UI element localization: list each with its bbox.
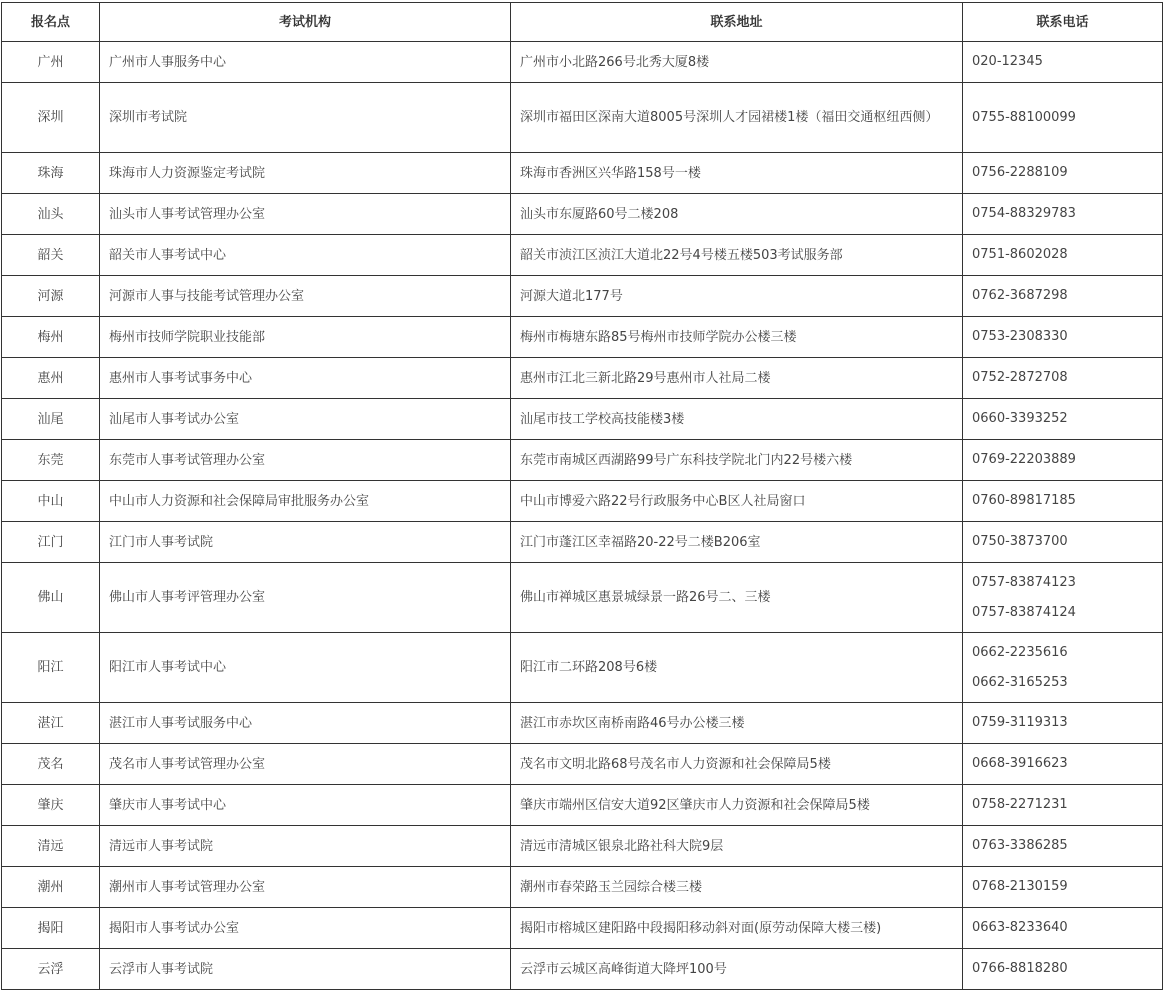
table-row [2, 826, 1163, 867]
phone-number: 0662-2235616 [972, 644, 1068, 660]
city-cell: 阳江 [2, 633, 100, 703]
address-cell: 汕尾市技工学校高技能楼3楼 [511, 399, 963, 440]
table-row [2, 440, 1163, 481]
address-cell: 深圳市福田区深南大道8005号深圳人才园裙楼1楼（福田交通枢纽西侧） [511, 83, 963, 153]
city-cell: 揭阳 [2, 908, 100, 949]
phone-cell [963, 826, 1163, 867]
phone-cell [963, 235, 1163, 276]
table-row [2, 399, 1163, 440]
phone-cell [963, 440, 1163, 481]
phone-cell [963, 563, 1163, 633]
city-cell: 东莞 [2, 440, 100, 481]
phone-cell [963, 703, 1163, 744]
phone-cell [963, 358, 1163, 399]
city-cell: 肇庆 [2, 785, 100, 826]
phone-number: 0757-83874123 [972, 574, 1076, 590]
city-cell: 中山 [2, 481, 100, 522]
header-row [2, 3, 1163, 42]
table-row [2, 42, 1163, 83]
address-cell: 东莞市南城区西湖路99号广东科技学院北门内22号楼六楼 [511, 440, 963, 481]
org-cell: 中山市人力资源和社会保障局审批服务办公室 [100, 481, 511, 522]
phone-number: 0753-2308330 [972, 329, 1068, 344]
org-cell: 茂名市人事考试管理办公室 [100, 744, 511, 785]
org-cell: 河源市人事与技能考试管理办公室 [100, 276, 511, 317]
phone-number: 0760-89817185 [972, 493, 1076, 508]
phone-cell [963, 522, 1163, 563]
phone-number: 0766-8818280 [972, 961, 1068, 976]
org-cell: 揭阳市人事考试办公室 [100, 908, 511, 949]
phone-cell [963, 949, 1163, 990]
phone-number: 0758-2271231 [972, 797, 1068, 812]
city-cell: 湛江 [2, 703, 100, 744]
header-org: 考试机构 [100, 3, 511, 42]
phone-cell [963, 194, 1163, 235]
table-row [2, 153, 1163, 194]
exam-sites-table [1, 2, 1163, 990]
phone-number: 0768-2130159 [972, 879, 1068, 894]
phone-number: 0755-88100099 [972, 109, 1076, 125]
address-cell: 珠海市香洲区兴华路158号一楼 [511, 153, 963, 194]
phone-number: 0756-2288109 [972, 165, 1068, 180]
city-cell: 深圳 [2, 83, 100, 153]
phone-number: 0762-3687298 [972, 288, 1068, 303]
phone-cell [963, 481, 1163, 522]
address-cell: 梅州市梅塘东路85号梅州市技师学院办公楼三楼 [511, 317, 963, 358]
phone-cell [963, 42, 1163, 83]
table-row [2, 194, 1163, 235]
city-cell: 茂名 [2, 744, 100, 785]
table-body [2, 42, 1163, 990]
phone-cell [963, 785, 1163, 826]
city-cell: 潮州 [2, 867, 100, 908]
org-cell: 潮州市人事考试管理办公室 [100, 867, 511, 908]
phone-number: 020-12345 [972, 54, 1043, 69]
org-cell: 深圳市考试院 [100, 83, 511, 153]
address-cell: 清远市清城区银泉北路社科大院9层 [511, 826, 963, 867]
city-cell: 汕头 [2, 194, 100, 235]
org-cell: 东莞市人事考试管理办公室 [100, 440, 511, 481]
table-row [2, 744, 1163, 785]
table-row [2, 785, 1163, 826]
address-cell: 河源大道北177号 [511, 276, 963, 317]
org-cell: 惠州市人事考试事务中心 [100, 358, 511, 399]
table-row [2, 481, 1163, 522]
table-row [2, 949, 1163, 990]
phone-number: 0763-3386285 [972, 838, 1068, 853]
address-cell: 阳江市二环路208号6楼 [511, 633, 963, 703]
phone-cell [963, 867, 1163, 908]
table-row [2, 317, 1163, 358]
table-row [2, 563, 1163, 633]
address-cell: 湛江市赤坎区南桥南路46号办公楼三楼 [511, 703, 963, 744]
header-phone: 联系电话 [963, 3, 1163, 42]
table-row [2, 703, 1163, 744]
address-cell: 中山市博爱六路22号行政服务中心B区人社局窗口 [511, 481, 963, 522]
address-cell: 揭阳市榕城区建阳路中段揭阳移动斜对面(原劳动保障大楼三楼) [511, 908, 963, 949]
header-city: 报名点 [2, 3, 100, 42]
phone-number: 0754-88329783 [972, 206, 1076, 221]
phone-number: 0750-3873700 [972, 534, 1068, 549]
city-cell: 梅州 [2, 317, 100, 358]
city-cell: 河源 [2, 276, 100, 317]
phone-number: 0757-83874124 [972, 604, 1076, 620]
address-cell: 肇庆市端州区信安大道92区肇庆市人力资源和社会保障局5楼 [511, 785, 963, 826]
org-cell: 汕头市人事考试管理办公室 [100, 194, 511, 235]
address-cell: 广州市小北路266号北秀大厦8楼 [511, 42, 963, 83]
phone-cell [963, 153, 1163, 194]
address-cell: 汕头市东厦路60号二楼208 [511, 194, 963, 235]
org-cell: 云浮市人事考试院 [100, 949, 511, 990]
org-cell: 珠海市人力资源鉴定考试院 [100, 153, 511, 194]
city-cell: 清远 [2, 826, 100, 867]
table-row [2, 522, 1163, 563]
table-row [2, 358, 1163, 399]
city-cell: 佛山 [2, 563, 100, 633]
org-cell: 肇庆市人事考试中心 [100, 785, 511, 826]
org-cell: 佛山市人事考评管理办公室 [100, 563, 511, 633]
phone-cell [963, 633, 1163, 703]
phone-number: 0660-3393252 [972, 411, 1068, 426]
city-cell: 广州 [2, 42, 100, 83]
table-row [2, 867, 1163, 908]
address-cell: 佛山市禅城区惠景城绿景一路26号二、三楼 [511, 563, 963, 633]
city-cell: 云浮 [2, 949, 100, 990]
address-cell: 韶关市浈江区浈江大道北22号4号楼五楼503考试服务部 [511, 235, 963, 276]
phone-cell [963, 83, 1163, 153]
table-row [2, 83, 1163, 153]
org-cell: 江门市人事考试院 [100, 522, 511, 563]
phone-cell [963, 399, 1163, 440]
phone-number: 0663-8233640 [972, 920, 1068, 935]
address-cell: 云浮市云城区高峰街道大降坪100号 [511, 949, 963, 990]
address-cell: 江门市蓬江区幸福路20-22号二楼B206室 [511, 522, 963, 563]
phone-number: 0752-2872708 [972, 370, 1068, 385]
table-row [2, 633, 1163, 703]
phone-number: 0759-3119313 [972, 715, 1068, 730]
phone-cell [963, 317, 1163, 358]
table-row [2, 908, 1163, 949]
phone-number: 0769-22203889 [972, 452, 1076, 467]
phone-cell [963, 908, 1163, 949]
table-row [2, 235, 1163, 276]
org-cell: 阳江市人事考试中心 [100, 633, 511, 703]
city-cell: 惠州 [2, 358, 100, 399]
address-cell: 潮州市春荣路玉兰园综合楼三楼 [511, 867, 963, 908]
city-cell: 汕尾 [2, 399, 100, 440]
phone-number: 0668-3916623 [972, 756, 1068, 771]
phone-number: 0662-3165253 [972, 674, 1068, 690]
address-cell: 茂名市文明北路68号茂名市人力资源和社会保障局5楼 [511, 744, 963, 785]
org-cell: 汕尾市人事考试办公室 [100, 399, 511, 440]
phone-cell [963, 744, 1163, 785]
city-cell: 韶关 [2, 235, 100, 276]
city-cell: 珠海 [2, 153, 100, 194]
org-cell: 梅州市技师学院职业技能部 [100, 317, 511, 358]
city-cell: 江门 [2, 522, 100, 563]
address-cell: 惠州市江北三新北路29号惠州市人社局二楼 [511, 358, 963, 399]
table-row [2, 276, 1163, 317]
header-address: 联系地址 [511, 3, 963, 42]
org-cell: 湛江市人事考试服务中心 [100, 703, 511, 744]
org-cell: 广州市人事服务中心 [100, 42, 511, 83]
phone-number: 0751-8602028 [972, 247, 1068, 262]
org-cell: 韶关市人事考试中心 [100, 235, 511, 276]
phone-cell [963, 276, 1163, 317]
org-cell: 清远市人事考试院 [100, 826, 511, 867]
